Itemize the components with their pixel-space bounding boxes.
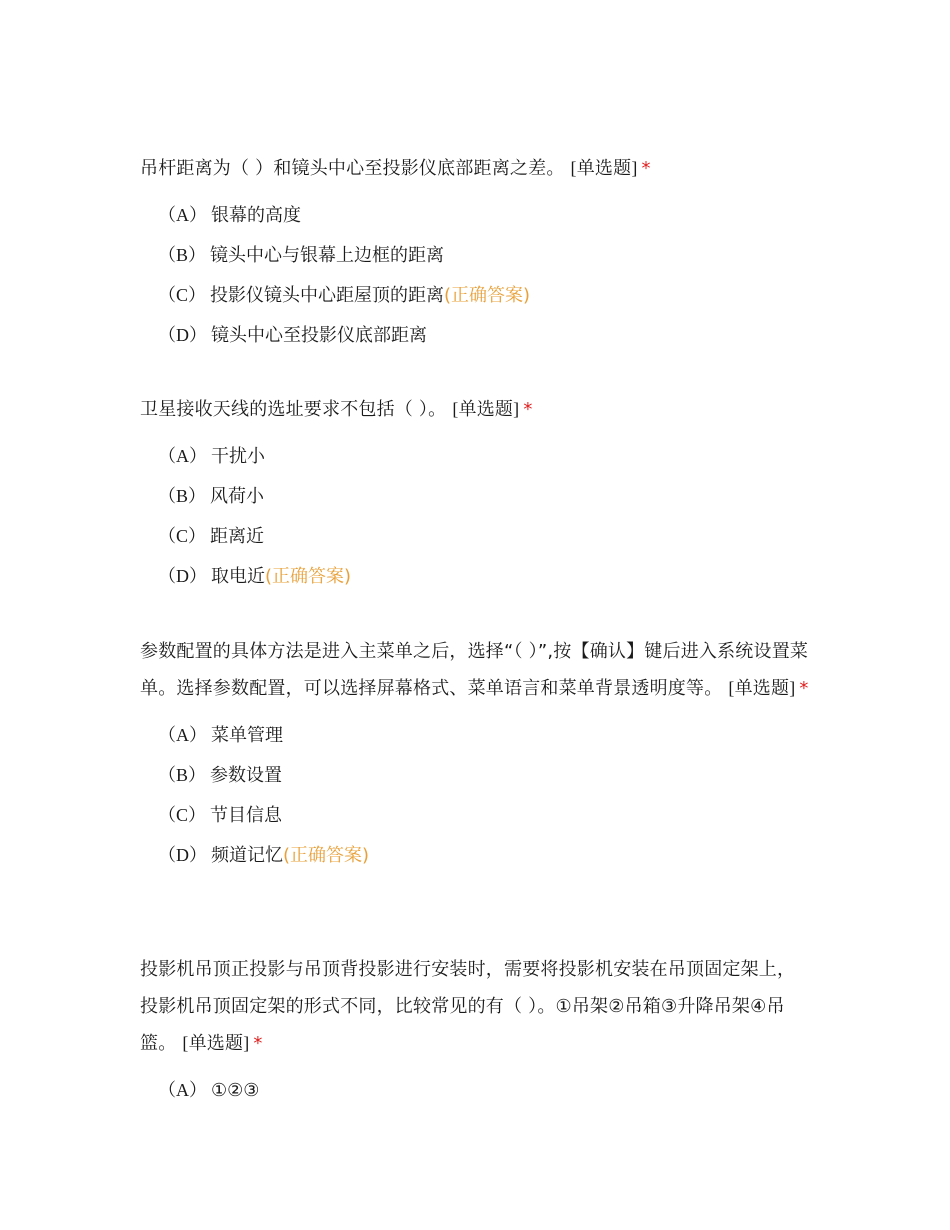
question-1 [140, 150, 810, 355]
option-d [140, 315, 810, 355]
question-text [140, 150, 810, 187]
question-stem: 参数配置的具体方法是进入主菜单之后，选择“（ ）”,按【确认】键后进入系统设置菜单。选择参数配置，可以选择屏幕格式、菜单语言和菜单背景透明度等。 [140, 641, 809, 699]
option-text: ①②③ [211, 1080, 260, 1101]
option-letter: （A） [158, 1080, 207, 1100]
question-type-label: [单选题] [570, 158, 638, 178]
required-mark: * [523, 399, 533, 420]
option-list [140, 195, 810, 355]
option-text: 镜头中心与银幕上边框的距离 [210, 245, 445, 266]
required-mark: * [641, 158, 651, 179]
option-letter: （A） [158, 446, 207, 466]
option-text: 风荷小 [210, 486, 265, 507]
option-list [140, 715, 810, 875]
option-text: 镜头中心至投影仪底部距离 [211, 325, 427, 346]
option-text: 距离近 [210, 526, 265, 547]
option-a [140, 436, 810, 476]
option-text: 取电近 [211, 566, 265, 587]
option-text: 频道记忆 [211, 845, 283, 866]
question-type-label: [单选题] [182, 1033, 250, 1053]
option-b [140, 235, 810, 275]
option-letter: （C） [158, 526, 207, 546]
question-stem: 吊杆距离为（ ）和镜头中心至投影仪底部距离之差。 [140, 158, 565, 179]
question-2 [140, 391, 810, 596]
question-type-label: [单选题] [728, 678, 796, 698]
question-stem: 投影机吊顶正投影与吊顶背投影进行安装时，需要将投影机安装在吊顶固定架上，投影机吊顶固定架的形式不同，比较常见的有（ ）。①吊架②吊箱③升降吊架④吊篮。 [140, 959, 796, 1054]
question-text [140, 391, 810, 428]
required-mark: * [253, 1033, 263, 1054]
option-letter: （B） [158, 765, 207, 785]
option-list [140, 1070, 810, 1110]
option-a [140, 1070, 810, 1110]
option-c [140, 275, 810, 315]
option-letter: （D） [158, 325, 207, 345]
question-4 [140, 951, 810, 1110]
question-text [140, 951, 810, 1062]
option-letter: （B） [158, 245, 207, 265]
option-c [140, 795, 810, 835]
correct-answer-tag: (正确答案) [283, 845, 370, 866]
required-mark: * [799, 678, 809, 699]
option-d [140, 556, 810, 596]
correct-answer-tag: (正确答案) [265, 566, 352, 587]
option-b [140, 476, 810, 516]
option-d [140, 835, 810, 875]
option-text: 节目信息 [210, 805, 283, 826]
option-a [140, 715, 810, 755]
option-c [140, 516, 810, 556]
option-text: 投影仪镜头中心距屋顶的距离 [210, 285, 445, 306]
option-text: 干扰小 [211, 446, 265, 467]
option-a [140, 195, 810, 235]
option-letter: （D） [158, 566, 207, 586]
correct-answer-tag: (正确答案) [444, 285, 531, 306]
option-text: 银幕的高度 [211, 205, 301, 226]
option-letter: （D） [158, 845, 207, 865]
option-list [140, 436, 810, 596]
option-letter: （A） [158, 725, 207, 745]
question-3 [140, 633, 810, 875]
option-b [140, 755, 810, 795]
question-text [140, 633, 810, 707]
option-letter: （C） [158, 805, 207, 825]
option-text: 参数设置 [210, 765, 283, 786]
option-letter: （C） [158, 285, 207, 305]
question-type-label: [单选题] [452, 399, 520, 419]
option-letter: （A） [158, 205, 207, 225]
question-stem: 卫星接收天线的选址要求不包括（ ）。 [140, 399, 447, 420]
option-letter: （B） [158, 486, 207, 506]
option-text: 菜单管理 [211, 725, 283, 746]
